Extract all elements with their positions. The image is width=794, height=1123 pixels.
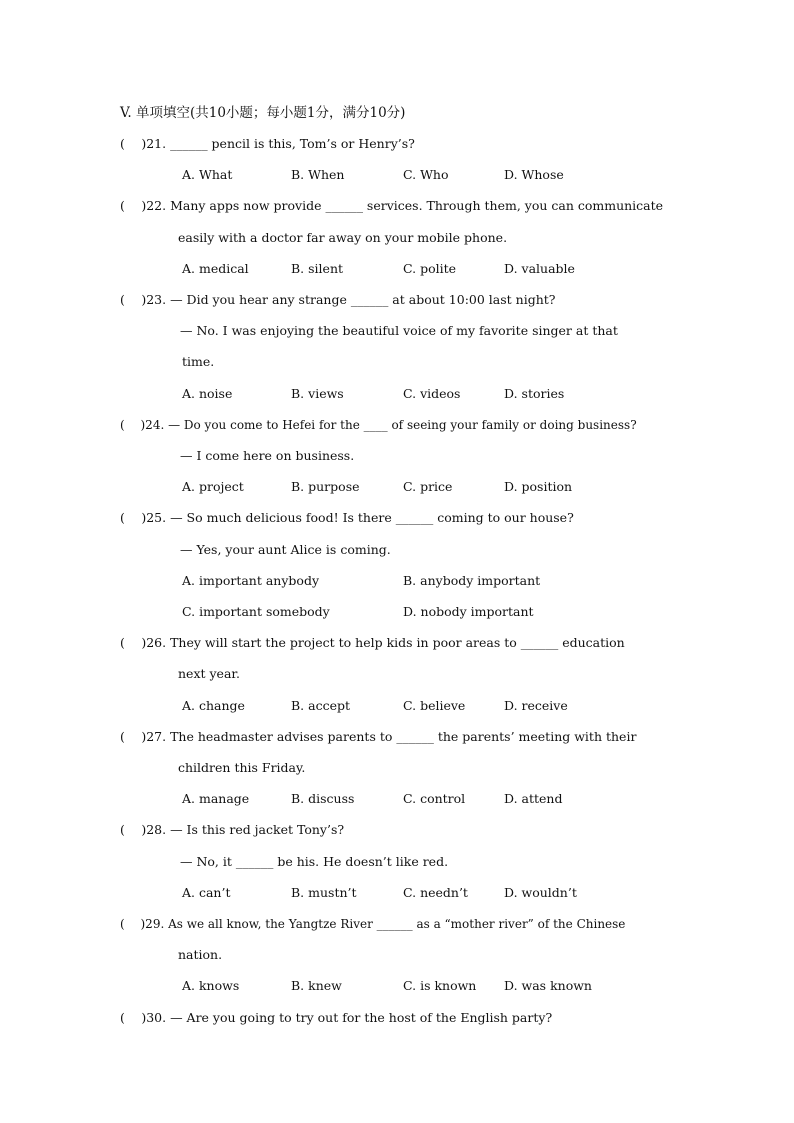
question-23-option-d: D. stories <box>504 386 565 401</box>
question-29-option-d: D. was known <box>504 978 592 993</box>
question-24-option-c: C. price <box>403 479 453 494</box>
question-23-continuation-2: time. <box>182 354 215 369</box>
question-27-option-c: C. control <box>403 791 466 806</box>
question-23-option-b: B. views <box>291 386 344 401</box>
question-29-option-c: C. is known <box>403 978 477 993</box>
question-26-option-a: A. change <box>182 698 245 713</box>
question-21-option-a: A. What <box>182 167 233 182</box>
question-25-option-a: A. important anybody <box>182 573 320 588</box>
question-25-option-c: C. important somebody <box>182 604 330 619</box>
question-22-option-b: B. silent <box>291 261 344 276</box>
question-22-stem: ( )22. Many apps now provide ______ services. Through them, you can communicate <box>120 198 664 213</box>
question-24-continuation: — I come here on business. <box>180 448 355 463</box>
question-27-stem: ( )27. The headmaster advises parents to ______ the parents’ meeting with their <box>120 729 637 744</box>
question-24-option-d: D. position <box>504 479 573 494</box>
question-22-option-c: C. polite <box>403 261 457 276</box>
question-21-stem: ( )21. ______ pencil is this, Tom’s or Henry’s? <box>120 136 415 151</box>
question-21-option-b: B. When <box>291 167 345 182</box>
question-29-continuation: nation. <box>178 947 223 962</box>
question-30-stem: ( )30. — Are you going to try out for the host of the English party? <box>120 1010 553 1025</box>
question-25-stem: ( )25. — So much delicious food! Is there ______ coming to our house? <box>120 510 574 525</box>
question-26-continuation: next year. <box>178 666 240 681</box>
question-28-continuation: — No, it ______ be his. He doesn’t like red. <box>180 854 449 869</box>
question-24-stem: ( )24. — Do you come to Hefei for the ____ of seeing your family or doing business? <box>120 418 637 432</box>
question-21-option-c: C. Who <box>403 167 449 182</box>
question-24-option-a: A. project <box>182 479 244 494</box>
question-21-option-d: D. Whose <box>504 167 564 182</box>
question-24-option-b: B. purpose <box>291 479 360 494</box>
question-28-option-c: C. needn’t <box>403 885 468 900</box>
question-25-option-d: D. nobody important <box>403 604 534 619</box>
question-29-option-b: B. knew <box>291 978 342 993</box>
question-23-stem: ( )23. — Did you hear any strange ______ at about 10:00 last night? <box>120 292 556 307</box>
question-26-option-c: C. believe <box>403 698 466 713</box>
question-28-stem: ( )28. — Is this red jacket Tony’s? <box>120 822 345 837</box>
question-29-option-a: A. knows <box>182 978 240 993</box>
question-26-option-d: D. receive <box>504 698 568 713</box>
question-27-option-d: D. attend <box>504 791 563 806</box>
question-27-continuation: children this Friday. <box>178 760 306 775</box>
question-28-option-b: B. mustn’t <box>291 885 357 900</box>
question-26-stem: ( )26. They will start the project to help kids in poor areas to ______ education <box>120 635 625 650</box>
question-25-option-b: B. anybody important <box>403 573 541 588</box>
question-23-option-a: A. noise <box>182 386 233 401</box>
question-23-continuation-1: — No. I was enjoying the beautiful voice of my favorite singer at that <box>180 323 618 338</box>
question-23-option-c: C. videos <box>403 386 461 401</box>
question-28-option-d: D. wouldn’t <box>504 885 577 900</box>
question-22-option-d: D. valuable <box>504 261 575 276</box>
question-29-stem: ( )29. As we all know, the Yangtze River ______ as a “mother river” of the Chinese <box>120 917 626 931</box>
question-22-continuation: easily with a doctor far away on your mobile phone. <box>178 230 508 245</box>
question-27-option-b: B. discuss <box>291 791 355 806</box>
question-27-option-a: A. manage <box>182 791 250 806</box>
question-22-option-a: A. medical <box>182 261 249 276</box>
question-28-option-a: A. can’t <box>182 885 231 900</box>
question-26-option-b: B. accept <box>291 698 351 713</box>
section-title: V. 单项填空(共10小题；每小题1分，满分10分) <box>120 105 406 121</box>
question-25-continuation: — Yes, your aunt Alice is coming. <box>180 542 391 557</box>
